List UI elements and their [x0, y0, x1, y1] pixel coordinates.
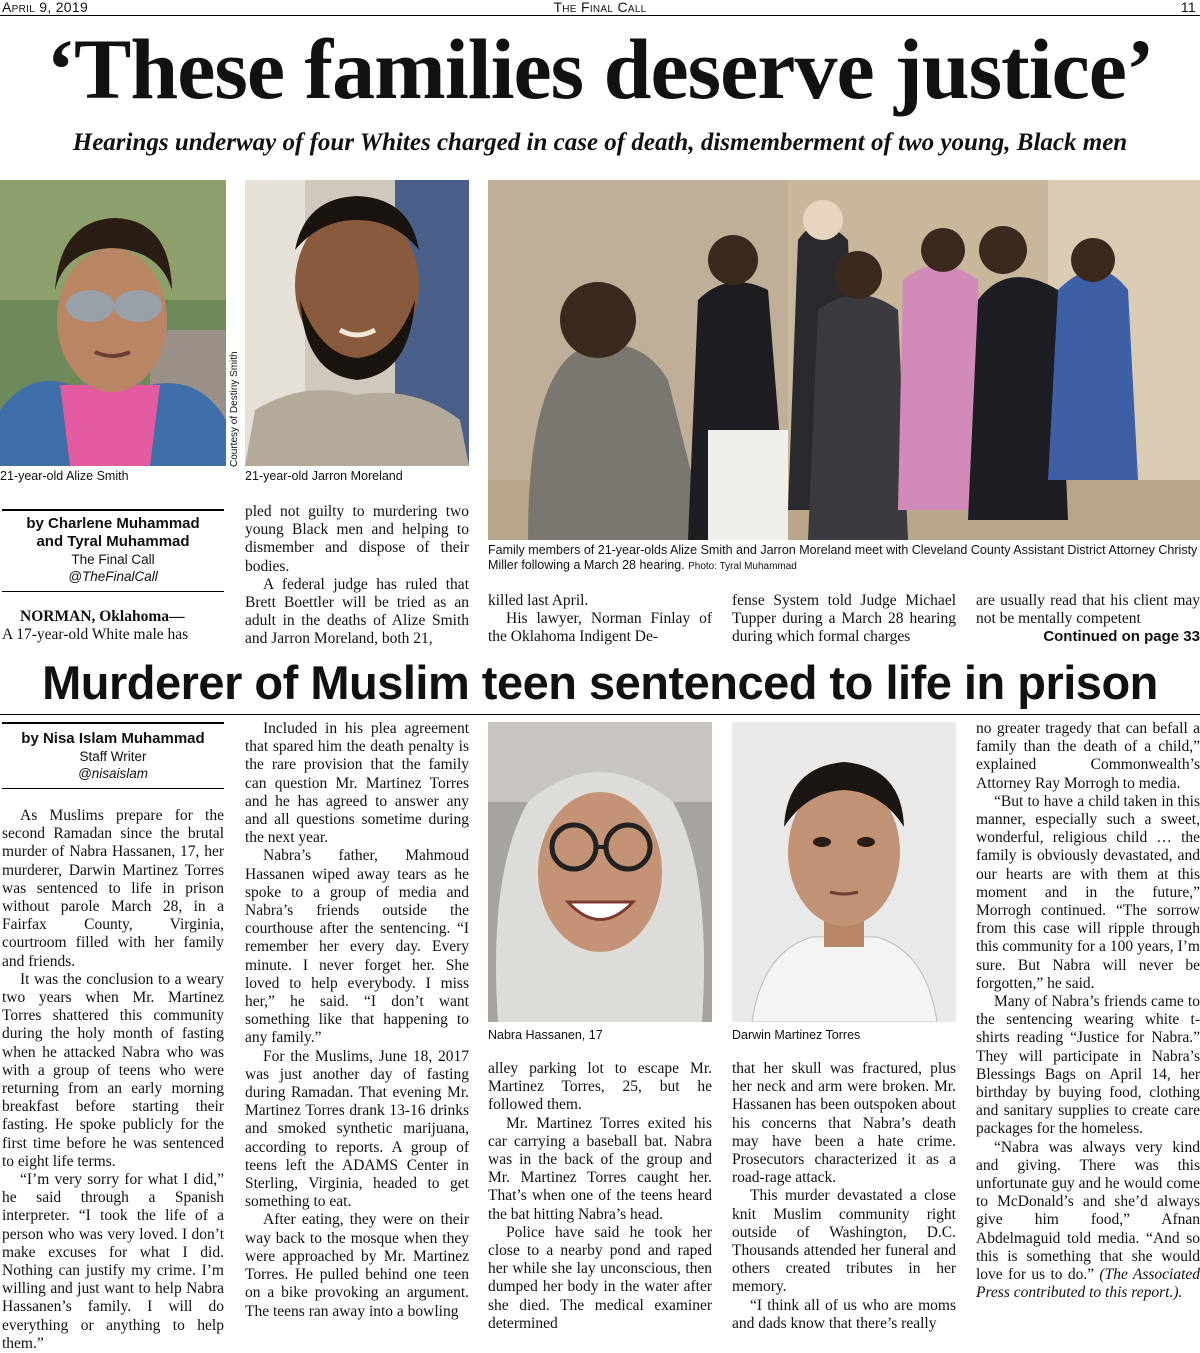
story1-column-3 [488, 592, 712, 647]
story2-col5-p4: “Nabra was always very kind and giving. There was this unfortunate guy and he would come to McDonald’s and she’d always give him food,” Afnan Abdelmaguid told media. “And so this is something that she would love for us to do.” [976, 1138, 1200, 1284]
story2-byline-handle: @nisaislam [78, 766, 148, 781]
story2-col1-p1: As Muslims prepare for the second Ramadan since the brutal murder of Nabra Hassanen, 17, her murderer, Darwin Martinez Torres was sentenced to life in prison without parole March 28, in a Fairfax County, Virginia, courtroom filled with her family and friends. [2, 807, 224, 970]
family-photo-caption [488, 543, 1200, 574]
story1-deck: Hearings underway of four Whites charged in case of death, dismemberment of two young, Black men [72, 129, 1128, 156]
story2-column-4 [732, 1060, 956, 1333]
story2-col5-p4-wrap [976, 1139, 1200, 1303]
byline-name-2: and Tyral Muhammad [36, 533, 190, 550]
story1-col2-p1: pled not guilty to murdering two young Black men and helping to dismember and dispose of their bodies. [245, 503, 469, 575]
story2-col5-p2: “But to have a child taken in this manner, especially such a sweet, wonderful, religious child … the family is obviously devastated, and our hearts are with them at this moment and in the future,” Morrogh continued. “The sorrow from this case will ripple through this community for a 100 years, I’m sure. But Nabra will never be forgotten,” he said. [976, 792, 1200, 992]
story2-byline-title: Staff Writer [79, 749, 147, 764]
story1-column-1 [2, 608, 224, 644]
story2-column-3 [488, 1060, 712, 1333]
nabra-hassanen-photo [488, 722, 712, 1022]
story2-col4-p3: “I think all of us who are moms and dads know that there’s really [732, 1296, 956, 1332]
story2-col4-p2: This murder devastated a close knit Muslim community right outside of Washington, D.C. Thousands attended her funeral and others created tributes in her memory. [732, 1187, 956, 1296]
story2-col2-p1: Included in his plea agreement that spared him the death penalty is the rare provision that the family can question Mr. Martinez Torres and he has agreed to answer any and all questions sometime during the next year. [245, 720, 469, 847]
story1-col2-p2: A federal judge has ruled that Brett Boettler will be tried as an adult in the deaths of Alize Smith and Jarron Moreland, both 21, [245, 575, 469, 648]
story2-col3-p1: alley parking lot to escape Mr. Martinez Torres, 25, but he followed them. [488, 1060, 712, 1114]
story1-col3-p2: His lawyer, Norman Finlay of the Oklahoma Indigent De- [488, 610, 712, 646]
story2-col4-p1: that her skull was fractured, plus her neck and arm were broken. Mr. Hassanen has been outspoken about his concerns that Nabra’s death may have been a hate crime. Prosecutors characterized it as a road-rage attack. [732, 1060, 956, 1187]
story1-col3-p1: killed last April. [488, 592, 589, 609]
story1-column-4 [732, 592, 956, 647]
story2-column-5 [976, 720, 1200, 1303]
byline-bottom-rule [2, 591, 224, 592]
jarron-moreland-photo [245, 180, 469, 466]
family-photo-credit: Photo: Tyral Muhammad [688, 561, 797, 572]
family-caption-text: Family members of 21-year-olds Alize Smith and Jarron Moreland meet with Cleveland County Assistant District Attorney Christy Miller following a March 28 hearing. [488, 543, 1198, 572]
courtesy-credit: Courtesy of Destiny Smith [229, 351, 240, 467]
alize-smith-caption: 21-year-old Alize Smith [0, 469, 129, 483]
story2-byline-bottom-rule [2, 788, 224, 789]
story2-byline-top-rule [2, 722, 224, 724]
story2-column-2 [245, 720, 469, 1321]
story2-col3-p2: Mr. Martinez Torres exited his car carrying a baseball bat. Nabra was in the back of the group and Mr. Martinez Torres caught her. That’s when one of the teens heard the bat hitting Nabra’s head. [488, 1114, 712, 1223]
story1-byline [2, 515, 224, 585]
page-number: 11 [1180, 0, 1196, 15]
dateline: NORMAN, Oklahoma— [20, 608, 185, 625]
story2-divider [0, 714, 1200, 715]
story1-column-2 [245, 503, 469, 649]
byline-handle: @TheFinalCall [68, 569, 158, 584]
jarron-moreland-caption: 21-year-old Jarron Moreland [245, 469, 403, 483]
story2-col5-p3: Many of Nabra’s friends came to the sentencing wearing white t-shirts reading “Justice for Nabra.” They will participate in Nabra’s Blessings Bags on April 14, her birthday by buying food, clothing and sanitary supplies to create care packages for the homeless. [976, 993, 1200, 1138]
story2-col1-p3: “I’m very sorry for what I did,” he said through a Spanish interpreter. “I took the life of a person who was very loved. I don’t make excuses for what I did. Nothing can justify my crime. I’m willing and just want to help Nabra Hassanen’s family. I will do everything or anything to help them.” [2, 1171, 224, 1352]
story2-headline: Murderer of Muslim teen sentenced to life in prison [42, 656, 1158, 709]
darwin-martinez-torres-caption: Darwin Martinez Torres [732, 1028, 861, 1042]
story1-column-5 [976, 592, 1200, 647]
nabra-hassanen-caption: Nabra Hassanen, 17 [488, 1028, 603, 1042]
story2-col1-p2: It was the conclusion to a weary two years when Mr. Martinez Torres shattered this community during the holy month of fasting when he attacked Nabra who was with a group of teens who were returning from an early morning breakfast before starting their fasting. He spoke publicly for the first time before he was sentenced to eight life terms. [2, 970, 224, 1170]
byline-top-rule [2, 509, 224, 511]
byline-org: The Final Call [71, 552, 155, 567]
paper-name: The Final Call [553, 0, 647, 15]
alize-smith-photo [0, 180, 226, 466]
story1-col1-text: A 17-year-old White male has [2, 626, 189, 644]
byline-name-1: by Charlene Muhammad [26, 515, 200, 532]
story1-headline: ‘These families deserve justice’ [46, 21, 1154, 117]
story1-col5-p1: are usually read that his client may not be mentally competent [976, 592, 1200, 628]
story2-col3-p3: Police have said he took her close to a nearby pond and raped her while she lay unconscious, then dumped her body in the water after she died. The medical examiner determined [488, 1223, 712, 1332]
family-members-photo [488, 180, 1200, 540]
story2-col2-p4: After eating, they were on their way back to the mosque when they were approached by Mr. Martinez Torres. He pulled behind one teen on a bike provoking an argument. The teens ran away into a bowling [245, 1211, 469, 1320]
issue-date: April 9, 2019 [2, 0, 89, 15]
story2-col2-p3: For the Muslims, June 18, 2017 was just another day of fasting during Ramadan. That evening Mr. Martinez Torres drank 13-16 drinks and smoked synthetic marijuana, according to reports. A group of teens left the ADAMS Center in Sterling, Virginia, headed to get something to eat. [245, 1047, 469, 1211]
story2-byline-name: by Nisa Islam Muhammad [21, 730, 205, 747]
story1-col4-p1: fense System told Judge Michael Tupper during a March 28 hearing during which formal charges [732, 592, 956, 646]
story2-ap-credit: (The Associated Press contributed to this report.). [976, 1266, 1200, 1302]
darwin-martinez-torres-photo [732, 722, 956, 1022]
masthead-bar [0, 0, 1200, 16]
story2-byline [2, 730, 224, 782]
story2-col2-p2: Nabra’s father, Mahmoud Hassanen wiped away tears as he spoke to a group of media and Nabra’s friends outside the courthouse after the sentencing. “I remember her every day. Every minute. I never forget her. She loved to help everybody. I miss her,” he said. “I don’t want something like that happening to any family.” [245, 847, 469, 1047]
story2-column-1 [2, 807, 224, 1353]
story2-col5-p1: no greater tragedy that can befall a family than the death of a child,” explained Commonwealth’s Attorney Ray Morrogh to media. [976, 720, 1200, 792]
continued-on-page[interactable]: Continued on page 33 [1043, 628, 1200, 646]
